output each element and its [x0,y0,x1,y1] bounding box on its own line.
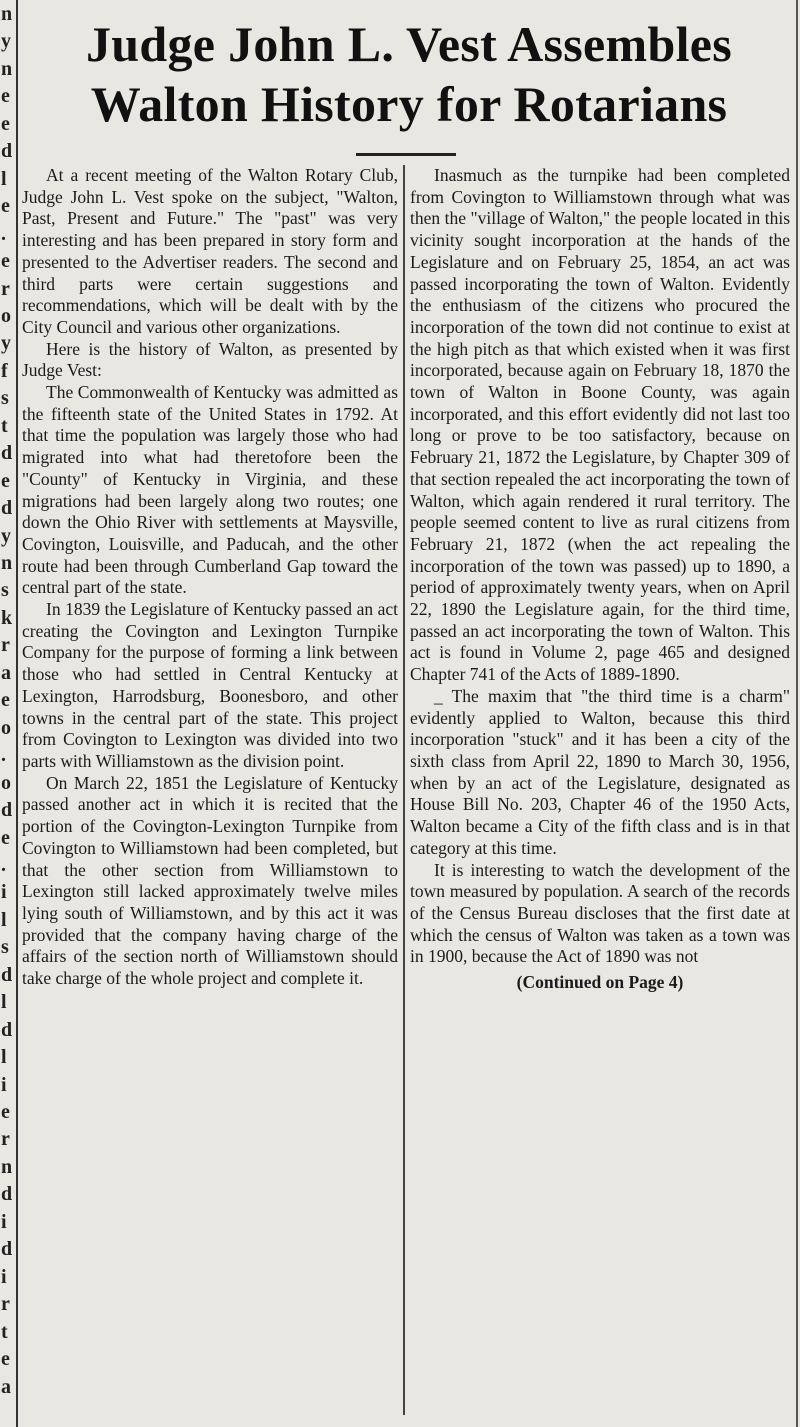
fragment-letter: d [1,1183,13,1206]
paragraph: It is interesting to watch the development of the town measured by population. A search of the records of the Census Bureau discloses that the first date at which the census of Walton was taken as a town was in 1900, because the Act of 1890 was not [410,859,790,967]
fragment-letter: s [1,387,9,410]
paragraph: Inasmuch as the turnpike had been completed from Covington to Williamstown through what was then the "village of Walton," the people located in this vicinity sought incorporation at the hands of the Legislature and on February 25, 1854, an act was passed incorporating the town of Walton. Evidently the enthusiasm of the citizens who procured the incorporation of the town did not continue to exist at the high pitch as that which existed when it was first incorporated, because again on February 18, 1870 the town of Walton in Boone County, was again incorporated, and this effort evidently did not last too long or prove to be too satisfactory, because on February 21, 1872 the Legislature, by Chapter 309 of that section repealed the act incorporating the town of Walton, which again rendered it rural territory. The people seemed content to live as rural citizens from February 21, 1872 (when the act repealing the incorporation of the town was passed) up to 1890, a period of approximately twenty years, when on April 22, 1890 the Legislature again, for the third time, passed an act incorporating the town of Walton. This act is found in Volume 2, page 465 and designed Chapter 741 of the Acts of 1889-1890. [410,165,790,685]
fragment-letter: e [1,689,10,712]
fragment-letter: d [1,497,13,520]
fragment-letter: l [1,167,7,190]
fragment-letter: y [1,524,11,547]
fragment-letter: l [1,991,7,1014]
fragment-letter: e [1,250,10,273]
fragment-letter: r [1,1128,10,1151]
fragment-letter: o [1,771,11,794]
fragment-letter: r [1,1293,10,1316]
continued-notice: (Continued on Page 4) [516,972,684,993]
fragment-letter: . [1,744,6,767]
headline-line-2: Walton History for Rotarians [90,76,728,132]
column-rule [16,0,18,1427]
fragment-letter: o [1,716,11,739]
paragraph: Here is the history of Walton, as presented by Judge Vest: [22,338,398,381]
fragment-letter: d [1,140,13,163]
fragment-letter: n [1,552,13,575]
fragment-letter: s [1,936,9,959]
fragment-letter: n [1,1155,13,1178]
fragment-letter: n [1,3,13,25]
paragraph: At a recent meeting of the Walton Rotary Club, Judge John L. Vest spoke on the subject, "Walton, Past, Present and Future." The "past" was very interesting and has been prepared in story form and presented to the Advertiser readers. The second and third parts were certain suggestions and recommendations, which will be dealt with by the City Council and various other organizations. [22,165,398,337]
fragment-letter: o [1,304,11,327]
fragment-letter: d [1,442,13,465]
paragraph: The Commonwealth of Kentucky was admitted as the fifteenth state of the United States in 1792. At that time the population was largely those who had migrated into what had theretofore been the "County" of Kentucky in Virginia, and these migrations had been largely along two routes; one down the Ohio River with settlements at Maysville, Covington, Louisville, and Paducah, and the other route had been through Cumberland Gap toward the central part of the state. [22,382,398,598]
fragment-letter: e [1,1348,10,1371]
fragment-letter: y [1,332,11,355]
fragment-letter: i [1,1210,7,1233]
fragment-letter: r [1,634,10,657]
fragment-letter: d [1,963,13,986]
fragment-letter: . [1,222,6,245]
fragment-letter: a [1,661,11,684]
fragment-letter: . [1,853,6,876]
fragment-letter: a [1,1375,11,1398]
fragment-letter: d [1,1238,13,1261]
fragment-letter: s [1,579,9,602]
article-column-right [410,165,790,994]
adjacent-column-fragment [0,0,14,1427]
fragment-letter: e [1,85,10,108]
fragment-letter: e [1,826,10,849]
fragment-letter: t [1,414,8,437]
fragment-letter: i [1,1265,7,1288]
headline-rule [356,153,456,156]
fragment-letter: i [1,881,7,904]
column-rule [796,0,798,1427]
fragment-letter: e [1,1101,10,1124]
headline [20,14,798,134]
article-column-left [22,165,398,990]
fragment-letter: l [1,1046,7,1069]
fragment-letter: d [1,1018,13,1041]
paragraph: _ The maxim that "the third time is a charm" evidently applied to Walton, because this third incorporation "stuck" and it has been a city of the sixth class from April 22, 1890 to March 30, 1956, when by an act of the Legislature, designated as House Bill No. 203, Chapter 46 of the 1950 Acts, Walton became a City of the fifth class and is in that category at this time. [410,685,790,858]
fragment-letter: y [1,30,11,53]
fragment-letter: i [1,1073,7,1096]
fragment-letter: f [1,359,8,382]
fragment-letter: d [1,799,13,822]
fragment-letter: n [1,57,13,80]
fragment-letter: e [1,112,10,135]
column-divider [403,165,405,1415]
paragraph: On March 22, 1851 the Legislature of Kentucky passed another act in which it is recited that the portion of the Covington-Lexington Turnpike from Covington to Williamstown had been completed, but that the other section from Williamstown to Lexington still lacked approximately twelve miles lying south of Williamstown, and by this act it was provided that the company having charge of the affairs of the section north of Williamstown should take charge of the whole project and complete it. [22,772,398,989]
fragment-letter: l [1,908,7,931]
fragment-letter: e [1,469,10,492]
fragment-letter: r [1,277,10,300]
fragment-letter: k [1,606,13,629]
fragment-letter: e [1,195,10,218]
headline-line-1: Judge John L. Vest Assembles [85,16,733,72]
fragment-letter: t [1,1320,8,1343]
paragraph: In 1839 the Legislature of Kentucky passed an act creating the Covington and Lexington Turnpike Company for the purpose of forming a link between those who had settled in Central Kentucky at Lexington, Harrodsburg, Boonesboro, and other towns in the central part of the state. This project from Covington to Lexington was divided into two parts with Williamstown as the division point. [22,599,398,771]
